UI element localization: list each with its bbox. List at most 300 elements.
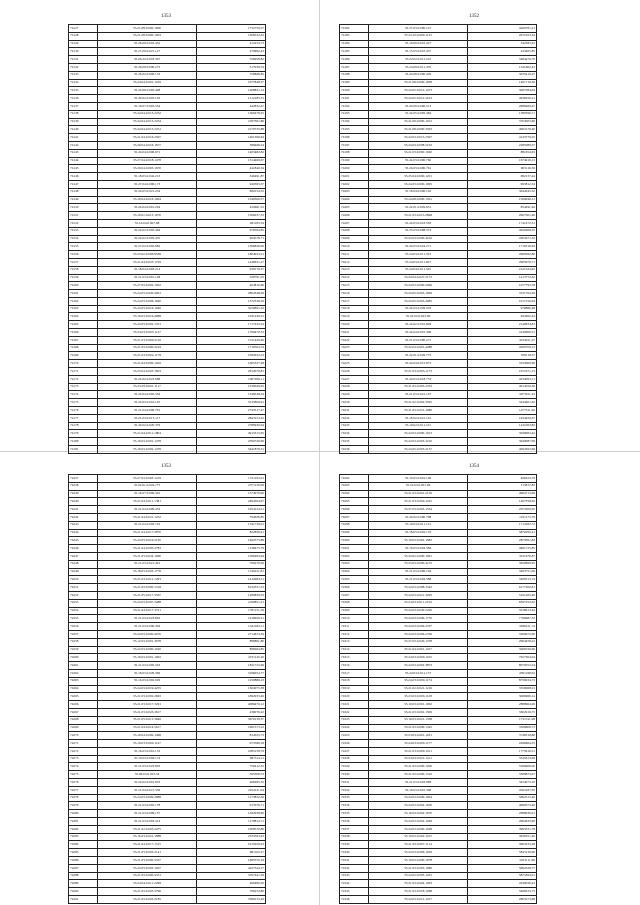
amount-cell: 2484594,97: [197, 498, 266, 506]
table-row: [69, 693, 266, 701]
amount-cell: 8756034,73: [468, 677, 537, 685]
row-number-cell: 74230: [340, 399, 369, 407]
row-number-cell: 74323: [340, 716, 369, 724]
code-cell: 35.27.04.0.006.173: [98, 180, 197, 188]
table-row: [340, 430, 537, 438]
code-cell: 35.21.03.0.004.1162: [369, 498, 468, 506]
row-number-cell: 74333: [340, 794, 369, 802]
code-cell: 35.21.03.0.000.1020: [369, 149, 468, 157]
row-number-cell: 74210: [340, 243, 369, 251]
code-cell: 35.24.04.0.013.2232: [98, 110, 197, 118]
amount-cell: 1077793,78: [468, 282, 537, 290]
code-cell: 35.24.03.0.011.353: [369, 251, 468, 259]
code-cell: 35.21.02.0.002.3505: [369, 399, 468, 407]
amount-cell: 1804934,21: [197, 251, 266, 259]
code-cell: 35.27.03.0.000.147: [369, 25, 468, 33]
table-row: [340, 71, 537, 79]
amount-cell: 4964713,06: [468, 490, 537, 498]
row-number-cell: 74310: [340, 615, 369, 623]
amount-cell: 4234093,71: [468, 375, 537, 383]
table-row: [340, 173, 537, 181]
table-row: [69, 126, 266, 134]
table-row: [69, 677, 266, 685]
amount-cell: 3068156,60: [468, 646, 537, 654]
code-cell: 35.24.03.0.000.1913: [369, 430, 468, 438]
row-number-cell: 74231: [340, 407, 369, 415]
row-number-cell: 74300: [340, 537, 369, 545]
table-row: [340, 740, 537, 748]
table-row: [340, 638, 537, 646]
code-cell: 35.19.03.0.001.1002: [98, 654, 197, 662]
table-row: [340, 414, 537, 422]
table-row: [340, 708, 537, 716]
code-cell: 35.24.04.0.015.873: [369, 360, 468, 368]
row-number-cell: 74235: [340, 438, 369, 446]
table-row: [340, 297, 537, 305]
row-number-cell: 74180: [69, 438, 98, 446]
amount-cell: 342383,43: [468, 40, 537, 48]
amount-cell: 670594,85: [197, 227, 266, 235]
code-cell: 35.24.03.0.013.2307: [369, 134, 468, 142]
amount-cell: 1314469,67: [197, 157, 266, 165]
amount-cell: 2786930,64: [197, 422, 266, 430]
row-number-cell: 74149: [69, 196, 98, 204]
amount-cell: 1380596,71: [468, 110, 537, 118]
page-bottom-right: [341, 464, 607, 901]
code-cell: 35.24.04.0.002.334: [98, 391, 197, 399]
code-cell: 35.19.03.0.011.131: [369, 521, 468, 529]
row-number-cell: 74223: [340, 344, 369, 352]
row-number-cell: 74167: [69, 336, 98, 344]
row-number-cell: 74224: [340, 352, 369, 360]
code-cell: 35.24.05.0.003.2085: [369, 297, 468, 305]
code-cell: 35.21.03.0.000.1318: [98, 584, 197, 592]
table-row: [340, 212, 537, 220]
row-number-cell: 74137: [69, 102, 98, 110]
row-number-cell: 74259: [69, 646, 98, 654]
code-cell: 35.12.03.0.001.3078: [98, 638, 197, 646]
table-row: [340, 95, 537, 103]
code-cell: 35.19.03.0.004.174: [98, 755, 197, 763]
table-row: [69, 63, 266, 71]
table-row: [340, 305, 537, 313]
amount-cell: 896064,85: [197, 646, 266, 654]
amount-cell: 1341602,43: [468, 63, 537, 71]
amount-cell: 4094393,66: [468, 446, 537, 454]
amount-cell: 3244401,62: [468, 399, 537, 407]
row-number-cell: 74141: [69, 134, 98, 142]
amount-cell: 395308,53: [197, 771, 266, 779]
table-row: [69, 196, 266, 204]
table-row: [340, 724, 537, 732]
amount-cell: 2714674,39: [197, 630, 266, 638]
amount-cell: 1403482,82: [197, 149, 266, 157]
code-cell: 35.24.02.0.010.849: [369, 321, 468, 329]
row-number-cell: 74206: [340, 212, 369, 220]
row-number-cell: 74339: [340, 841, 369, 849]
table-row: [340, 747, 537, 755]
row-number-cell: 74286: [69, 857, 98, 865]
row-number-cell: 74161: [69, 290, 98, 298]
table-row: [69, 40, 266, 48]
row-number-cell: 74257: [69, 630, 98, 638]
amount-cell: 279992,43: [197, 48, 266, 56]
table-row: [340, 560, 537, 568]
row-number-cell: 74331: [340, 779, 369, 787]
code-cell: 35.24.02.0.000.1061: [369, 552, 468, 560]
amount-cell: 1461396,64: [197, 134, 266, 142]
table-row: [69, 638, 266, 646]
amount-cell: 681102,27: [197, 849, 266, 857]
row-number-cell: 74166: [69, 329, 98, 337]
row-number-cell: 74278: [69, 794, 98, 802]
code-cell: 35.21.04.0.021.1232: [98, 513, 197, 521]
table-row: [69, 591, 266, 599]
table-row: [340, 630, 537, 638]
code-cell: 35.24.04.0.013.2234: [98, 118, 197, 126]
row-number-cell: 74183: [340, 32, 369, 40]
table-row: [340, 607, 537, 615]
amount-cell: 750412,35: [197, 763, 266, 771]
row-number-cell: 74212: [340, 258, 369, 266]
table-row: [340, 336, 537, 344]
row-number-cell: 74216: [340, 290, 369, 298]
row-number-cell: 74219: [340, 313, 369, 321]
row-number-cell: 74260: [69, 654, 98, 662]
table-row: [69, 235, 266, 243]
row-number-cell: 74128: [69, 32, 98, 40]
row-number-cell: 74316: [340, 662, 369, 670]
row-number-cell: 74322: [340, 708, 369, 716]
code-cell: 35.24.08.0.000.429: [369, 71, 468, 79]
table-row: [69, 896, 266, 904]
page-number: 1354: [469, 464, 479, 469]
row-number-cell: 74274: [69, 763, 98, 771]
row-number-cell: 74248: [69, 560, 98, 568]
row-number-cell: 74130: [69, 48, 98, 56]
table-row: [340, 321, 537, 329]
table-row: [69, 360, 266, 368]
amount-cell: 3441876,31: [197, 446, 266, 454]
row-number-cell: 74238: [69, 482, 98, 490]
row-number-cell: 74330: [340, 771, 369, 779]
row-number-cell: 74267: [69, 708, 98, 716]
amount-cell: 1311429,49: [197, 336, 266, 344]
row-number-cell: 74205: [340, 204, 369, 212]
code-cell: 35.24.03.0.011.173: [369, 669, 468, 677]
table-row: [69, 180, 266, 188]
code-cell: 35.21.03.0.000.271: [369, 336, 468, 344]
code-cell: 35.18.03.0.002.135: [369, 529, 468, 537]
amount-cell: 1512185,31: [197, 95, 266, 103]
amount-cell: 4731145,20: [197, 654, 266, 662]
amount-cell: 1741472,31: [468, 219, 537, 227]
code-cell: 35.24.02.0.001.933: [98, 779, 197, 787]
row-number-cell: 74283: [69, 833, 98, 841]
table-row: [69, 227, 266, 235]
code-cell: 35.21.03.0.017.3291: [98, 701, 197, 709]
amount-cell: 5468233,75: [468, 888, 537, 896]
table-row: [340, 669, 537, 677]
code-cell: 35.19.03.0.021.1338: [369, 716, 468, 724]
table-row: [340, 810, 537, 818]
row-number-cell: 74138: [69, 110, 98, 118]
code-cell: 35.19.02.0.011.101: [369, 422, 468, 430]
amount-cell: 4014256,36: [468, 383, 537, 391]
table-row: [69, 251, 266, 259]
code-cell: 35.15.03.0.010.437: [369, 48, 468, 56]
code-cell: 35.19.03.0.016.4088: [98, 313, 197, 321]
row-number-cell: 74226: [340, 368, 369, 376]
table-row: [69, 56, 266, 64]
code-cell: 35.24.03.0.006.1029: [369, 849, 468, 857]
amount-cell: 886861,80: [197, 638, 266, 646]
data-table: [339, 474, 537, 904]
table-row: [69, 607, 266, 615]
code-cell: 35.21.08.0.000.1058: [369, 79, 468, 87]
code-cell: 35.21.03.0.023.3617: [98, 708, 197, 716]
row-number-cell: 74317: [340, 669, 369, 677]
row-number-cell: 74327: [340, 747, 369, 755]
table-row: [340, 864, 537, 872]
amount-cell: 1349306,57: [197, 196, 266, 204]
row-number-cell: 74145: [69, 165, 98, 173]
row-number-cell: 74255: [69, 615, 98, 623]
code-cell: 35.24.03.0.000.4070: [98, 630, 197, 638]
table-row: [340, 274, 537, 282]
code-cell: 35.24.03.0.000.4192: [369, 235, 468, 243]
amount-cell: 436076,22: [197, 708, 266, 716]
amount-cell: 441840,34: [197, 165, 266, 173]
table-row: [340, 243, 537, 251]
table-row: [340, 290, 537, 298]
amount-cell: 528791,05: [197, 274, 266, 282]
table-row: [340, 786, 537, 794]
code-cell: 35.27.09.0.021.127: [98, 48, 197, 56]
row-number-cell: 74201: [340, 173, 369, 181]
code-cell: 35.18.02.0.021.101: [369, 414, 468, 422]
table-row: [69, 141, 266, 149]
code-cell: 35.18.03.0.042.213: [98, 173, 197, 181]
row-number-cell: 74160: [69, 282, 98, 290]
row-number-cell: 74298: [340, 521, 369, 529]
amount-cell: 964578,71: [197, 235, 266, 243]
row-number-cell: 74146: [69, 173, 98, 181]
code-cell: 35.24.10.0.000.1135: [369, 32, 468, 40]
page-number: 1352: [469, 14, 479, 19]
amount-cell: 1761151,59: [197, 607, 266, 615]
amount-cell: 3197441,59: [197, 872, 266, 880]
amount-cell: 1008570,80: [197, 825, 266, 833]
row-number-cell: 74233: [340, 422, 369, 430]
table-row: [340, 391, 537, 399]
amount-cell: 468285,32: [197, 779, 266, 787]
amount-cell: 3993331,78: [468, 825, 537, 833]
table-row: [340, 438, 537, 446]
row-number-cell: 74315: [340, 654, 369, 662]
code-cell: 35.25.03.0.008.374: [369, 227, 468, 235]
table-row: [69, 25, 266, 33]
row-number-cell: 74191: [340, 95, 369, 103]
row-number-cell: 74221: [340, 329, 369, 337]
table-row: [340, 266, 537, 274]
code-cell: 35.18.04.0.003.214: [98, 266, 197, 274]
amount-cell: 1710504,74: [197, 344, 266, 352]
code-cell: 35.21.03.0.021.491: [98, 560, 197, 568]
table-row: [69, 149, 266, 157]
table-row: [340, 763, 537, 771]
row-number-cell: 74169: [69, 352, 98, 360]
table-row: [69, 615, 266, 623]
row-number-cell: 74306: [340, 584, 369, 592]
row-number-cell: 74214: [340, 274, 369, 282]
code-cell: 35.21.04.0.006.791: [98, 407, 197, 415]
row-number-cell: 74344: [340, 880, 369, 888]
code-cell: 35.24.03.0.000.761: [369, 165, 468, 173]
code-cell: 35.24.08.0.000.1501: [369, 196, 468, 204]
table-row: [340, 888, 537, 896]
code-cell: 35.21.08.0.000.3303: [369, 126, 468, 134]
code-cell: 35.24.03.0.018.753: [369, 375, 468, 383]
amount-cell: 1775916,51: [468, 747, 537, 755]
amount-cell: 1961373,12: [197, 724, 266, 732]
row-number-cell: 74184: [340, 40, 369, 48]
row-number-cell: 74150: [69, 204, 98, 212]
amount-cell: 2673300,05: [468, 506, 537, 514]
amount-cell: 4303071,52: [468, 235, 537, 243]
code-cell: 35.21.03.0.003.2141: [98, 849, 197, 857]
table-row: [69, 685, 266, 693]
code-cell: 35.24.03.0.006.2707: [369, 623, 468, 631]
code-cell: 35.16.03.0.002.1070: [369, 810, 468, 818]
row-number-cell: 74301: [340, 545, 369, 553]
row-number-cell: 74271: [69, 740, 98, 748]
row-number-cell: 74302: [340, 552, 369, 560]
row-number-cell: 74308: [340, 599, 369, 607]
row-number-cell: 74268: [69, 716, 98, 724]
row-number-cell: 74266: [69, 701, 98, 709]
amount-cell: 4938256,21: [468, 95, 537, 103]
amount-cell: 3335613,09: [468, 755, 537, 763]
amount-cell: 2121524,92: [468, 266, 537, 274]
amount-cell: 1799470,33: [197, 329, 266, 337]
code-cell: 35.24.04.0.027.2172: [369, 274, 468, 282]
table-row: [340, 165, 537, 173]
row-number-cell: 74303: [340, 560, 369, 568]
amount-cell: 5692513,40: [468, 794, 537, 802]
table-row: [69, 352, 266, 360]
amount-cell: 1360478,25: [197, 110, 266, 118]
amount-cell: 1665337,28: [197, 360, 266, 368]
row-number-cell: 74182: [340, 25, 369, 33]
code-cell: 35.24.05.0.005.462: [369, 110, 468, 118]
row-number-cell: 74240: [69, 498, 98, 506]
row-number-cell: 74163: [69, 305, 98, 313]
code-cell: 35.23.04.0.003.1603: [98, 368, 197, 376]
code-cell: 35.24.02.0.000.708: [369, 513, 468, 521]
amount-cell: 1173832,56: [197, 794, 266, 802]
row-number-cell: 74232: [340, 414, 369, 422]
table-row: [340, 204, 537, 212]
code-cell: 35.27.02.0.002.982: [98, 243, 197, 251]
row-number-cell: 74229: [340, 391, 369, 399]
amount-cell: 3066966,14: [468, 693, 537, 701]
row-number-cell: 74189: [340, 79, 369, 87]
table-row: [340, 599, 537, 607]
amount-cell: 1841725,66: [197, 662, 266, 670]
code-cell: 35.24.03.0.000.1005: [369, 180, 468, 188]
table-row: [340, 40, 537, 48]
table-row: [69, 290, 266, 298]
code-cell: 35.21.03.0.000.3337: [98, 857, 197, 865]
amount-cell: 1721193,01: [197, 475, 266, 483]
code-cell: 35.19.03.0.002.1479: [98, 446, 197, 454]
row-number-cell: 74341: [340, 857, 369, 865]
code-cell: 35.21.03.0.013.2848: [369, 212, 468, 220]
table-row: [340, 662, 537, 670]
row-number-cell: 74155: [69, 243, 98, 251]
table-row: [69, 134, 266, 142]
code-cell: 35.24.03.0.020.2220: [369, 607, 468, 615]
amount-cell: 2187391,86: [197, 118, 266, 126]
table-row: [340, 849, 537, 857]
row-number-cell: 74247: [69, 552, 98, 560]
row-number-cell: 74241: [69, 506, 98, 514]
row-number-cell: 74225: [340, 360, 369, 368]
table-row: [69, 849, 266, 857]
table-row: [340, 654, 537, 662]
code-cell: 35.29.04.0.003.1670: [98, 165, 197, 173]
amount-cell: 3963333,28: [468, 841, 537, 849]
code-cell: 35.24.04.0.011.525: [369, 266, 468, 274]
row-number-cell: 74188: [340, 71, 369, 79]
amount-cell: 3044245,32: [468, 188, 537, 196]
row-number-cell: 74292: [340, 475, 369, 483]
code-cell: 35.21.04.0.011.1804: [98, 430, 197, 438]
table-row: [340, 141, 537, 149]
amount-cell: 890154,35: [197, 188, 266, 196]
code-cell: 35.19.03.0.001.1002: [369, 701, 468, 709]
code-cell: 35.21.03.0.018.1068: [369, 888, 468, 896]
row-number-cell: 74170: [69, 360, 98, 368]
amount-cell: 1085158,79: [197, 747, 266, 755]
amount-cell: 4691725,85: [468, 545, 537, 553]
table-row: [340, 475, 537, 483]
code-cell: 35.27.04.0.018.1478: [98, 157, 197, 165]
table-row: [69, 173, 266, 181]
code-cell: 35.21.08.0.000.1003: [98, 32, 197, 40]
row-number-cell: 74186: [340, 56, 369, 64]
table-row: [340, 87, 537, 95]
amount-cell: 2986469,47: [468, 102, 537, 110]
code-cell: 35.21.02.0.003.2475: [98, 825, 197, 833]
amount-cell: 3226891,32: [197, 305, 266, 313]
amount-cell: 1731311,98: [468, 716, 537, 724]
row-number-cell: 74215: [340, 282, 369, 290]
amount-cell: 2007301,49: [468, 212, 537, 220]
table-row: [340, 79, 537, 87]
amount-cell: 2843153,22: [197, 414, 266, 422]
amount-cell: 1138473,79: [197, 545, 266, 553]
table-row: [340, 701, 537, 709]
row-number-cell: 74262: [69, 669, 98, 677]
table-row: [340, 110, 537, 118]
table-row: [340, 841, 537, 849]
table-row: [340, 196, 537, 204]
code-cell: 35.24.05.0.003.1009: [369, 290, 468, 298]
code-cell: 35.21.02.0.021.1216: [369, 685, 468, 693]
row-number-cell: 74319: [340, 685, 369, 693]
